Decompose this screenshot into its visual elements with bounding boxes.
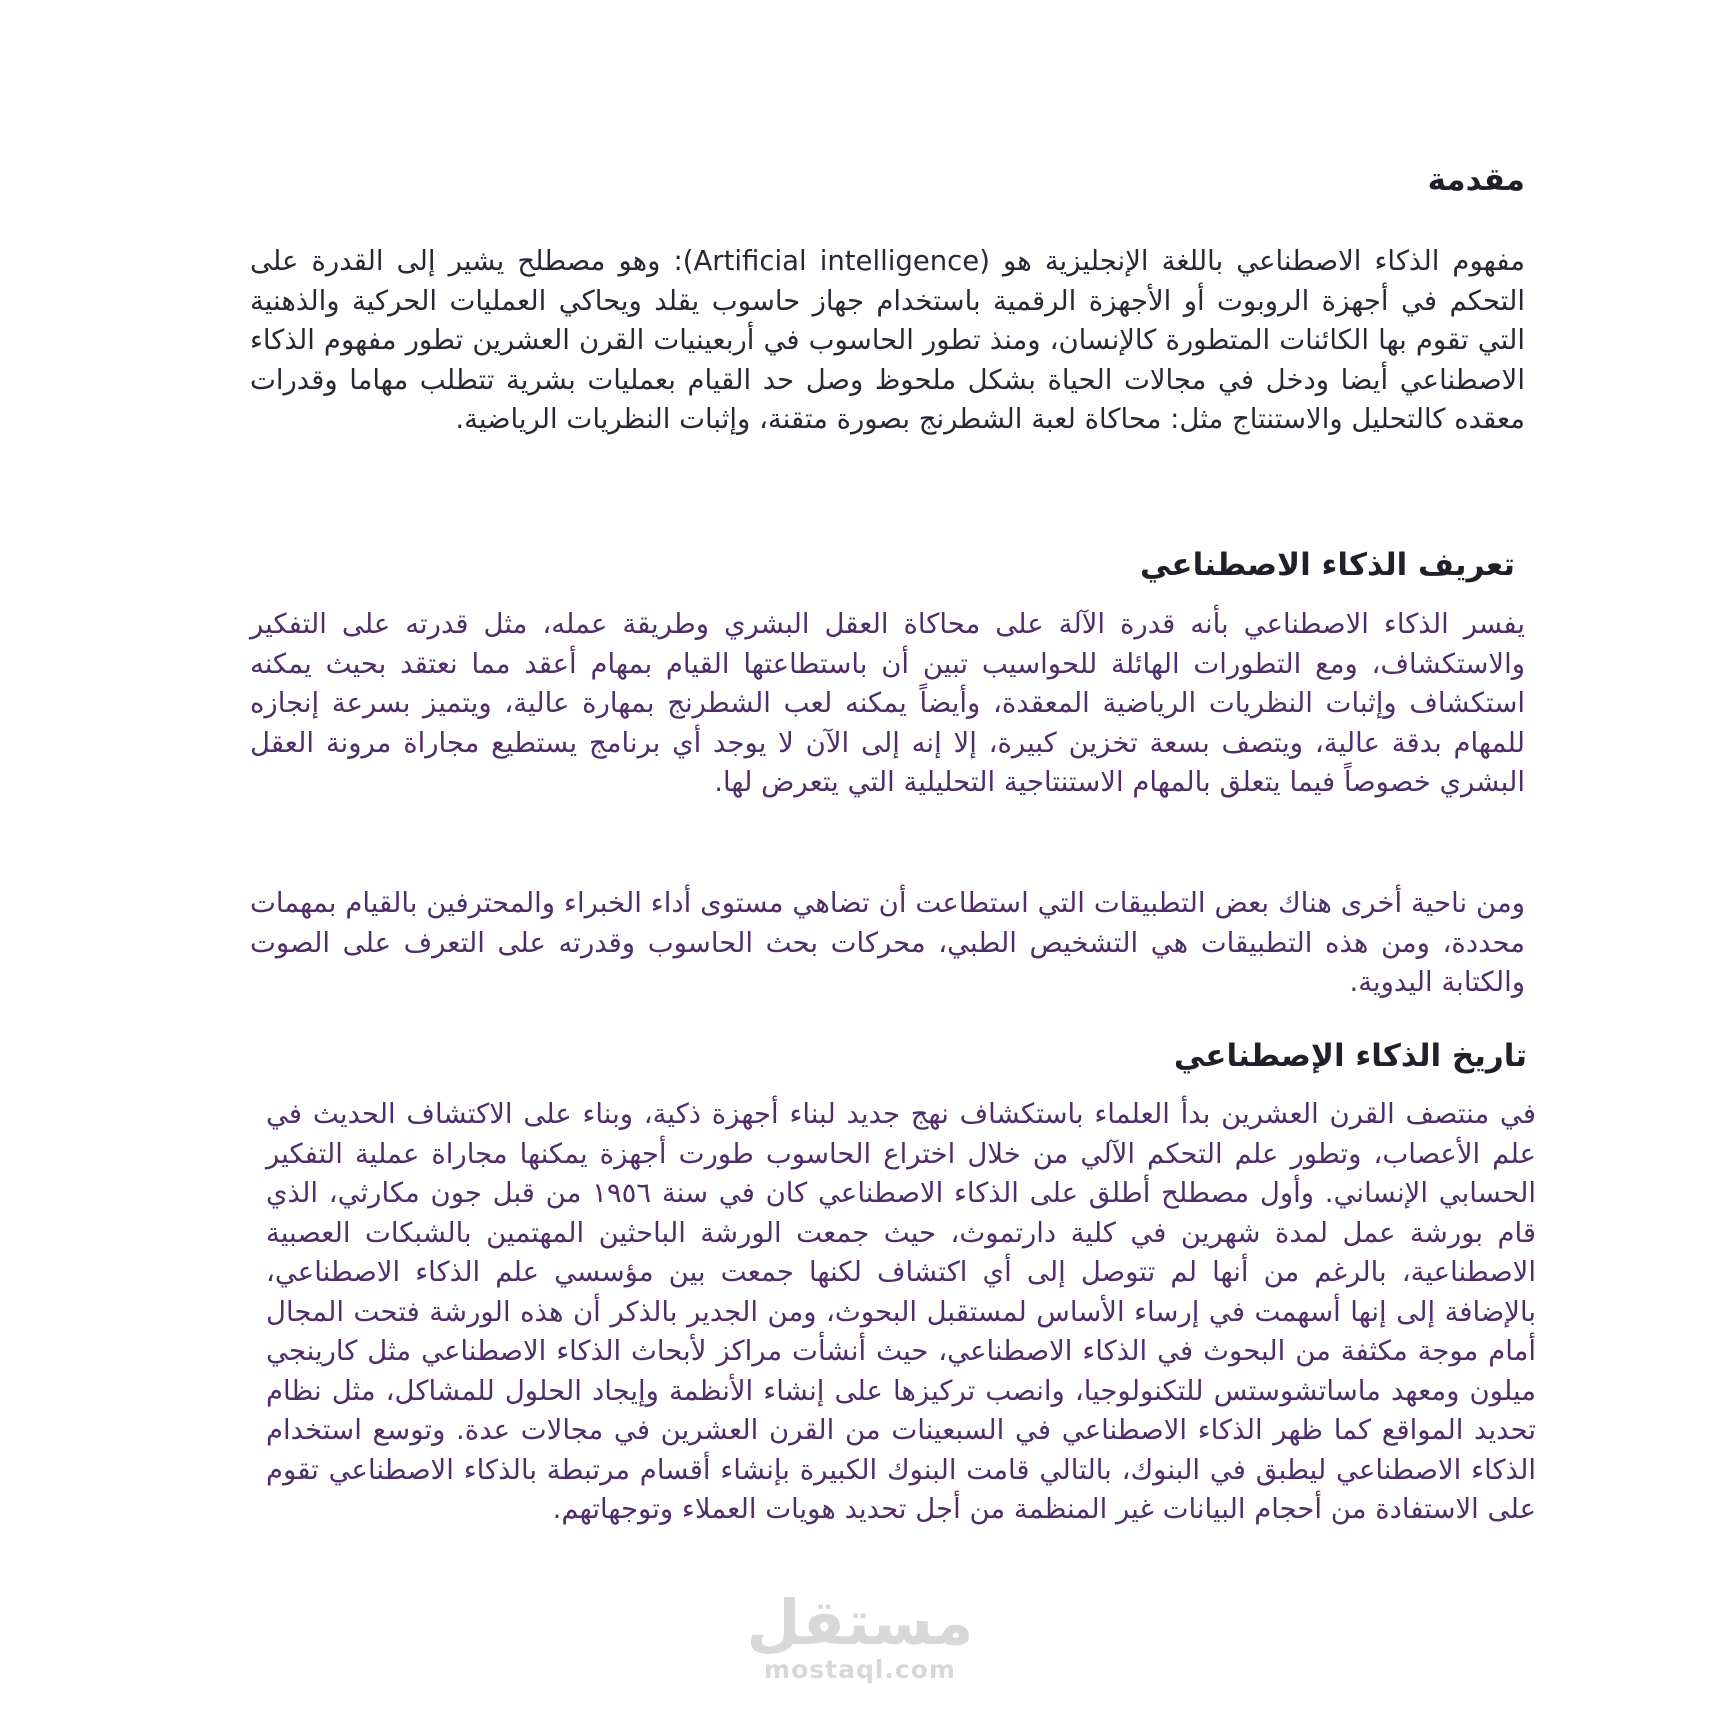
intro-paragraph: مفهوم الذكاء الاصطناعي باللغة الإنجليزية هو (Artificial intelligence): وهو مصطلح يشير إلى القدرة على التحكم في أجهزة الروبوت أو الأجهزة الرقمية باستخدام جهاز حاسوب يقلد ويحاكي العمليات الحركية والذهنية التي تقوم بها الكائنات المتطورة كالإنسان، ومنذ تطور الحاسوب في أربعينيات القرن العشرين تطور مفهوم الذكاء الاصطناعي أيضا ودخل في مجالات الحياة بشكل ملحوظ وصل حد القيام بعمليات بشرية تتطلب مهاما وقدرات معقده كالتحليل والاستنتاج مثل: محاكاة لعبة الشطرنج بصورة متقنة، وإثبات النظريات الرياضية. <box>250 245 1525 435</box>
section-heading-intro: مقدمة <box>1427 162 1525 198</box>
section-heading-history: تاريخ الذكاء الإصطناعي <box>1173 1038 1527 1074</box>
watermark-logo <box>740 1586 980 1684</box>
section-heading-definition: تعريف الذكاء الاصطناعي <box>1140 547 1515 583</box>
definition-paragraph-2: ومن ناحية أخرى هناك بعض التطبيقات التي استطاعت أن تضاهي مستوى أداء الخبراء والمحترفين بالقيام بمهمات محددة، ومن هذه التطبيقات هي التشخيص الطبي، محركات بحث الحاسوب وقدرته على التعرف على الصوت والكتابة اليدوية. <box>250 887 1525 998</box>
definition-paragraph-1: يفسر الذكاء الاصطناعي بأنه قدرة الآلة على محاكاة العقل البشري وطريقة عمله، مثل قدرته على التفكير والاستكشاف، ومع التطورات الهائلة للحواسيب تبين أن باستطاعتها القيام بمهام أعقد مما نعتقد بحيث يمكنه استكشاف وإثبات النظريات الرياضية المعقدة، وأيضاً يمكنه لعب الشطرنج بمهارة عالية، ويتميز بسرعة إنجازه للمهام بدقة عالية، ويتصف بسعة تخزين كبيرة، إلا إنه إلى الآن لا يوجد أي برنامج يستطيع مجاراة مرونة العقل البشري خصوصاً فيما يتعلق بالمهام الاستنتاجية التحليلية التي يتعرض لها. <box>250 608 1525 798</box>
watermark-latin: mostaql.com <box>764 1655 956 1684</box>
history-paragraph: في منتصف القرن العشرين بدأ العلماء باستكشاف نهج جديد لبناء أجهزة ذكية، وبناء على الاكتشاف الحديث في علم الأعصاب، وتطور علم التحكم الآلي من خلال اختراع الحاسوب طورت أجهزة يمكنها مجاراة عملية التفكير الحسابي الإنساني. وأول مصطلح أطلق على الذكاء الاصطناعي كان في سنة ١٩٥٦ من قبل جون مكارثي، الذي قام بورشة عمل لمدة شهرين في كلية دارتموث، حيث جمعت الورشة الباحثين المهتمين بالشبكات العصبية الاصطناعية، بالرغم من أنها لم تتوصل إلى أي اكتشاف لكنها جمعت بين مؤسسي علم الذكاء الاصطناعي، بالإضافة إلى إنها أسهمت في إرساء الأساس لمستقبل البحوث، ومن الجدير بالذكر أن هذه الورشة فتحت المجال أمام موجة مكثفة من البحوث في الذكاء الاصطناعي، حيث أنشأت مراكز لأبحاث الذكاء الاصطناعي مثل كارينجي ميلون ومعهد ماساتشوستس للتكنولوجيا، وانصب تركيزها على إنشاء الأنظمة وإيجاد الحلول للمشاكل، مثل نظام تحديد المواقع كما ظهر الذكاء الاصطناعي في السبعينات من القرن العشرين في مجالات عدة. وتوسع استخدام الذكاء الاصطناعي ليطبق في البنوك، بالتالي قامت البنوك الكبيرة بإنشاء أقسام مرتبطة بالذكاء الاصطناعي تقوم على الاستفادة من أحجام البيانات غير المنظمة من أجل تحديد هويات العملاء وتوجهاتهم. <box>266 1098 1536 1525</box>
watermark-arabic: مستقل <box>746 1586 974 1659</box>
